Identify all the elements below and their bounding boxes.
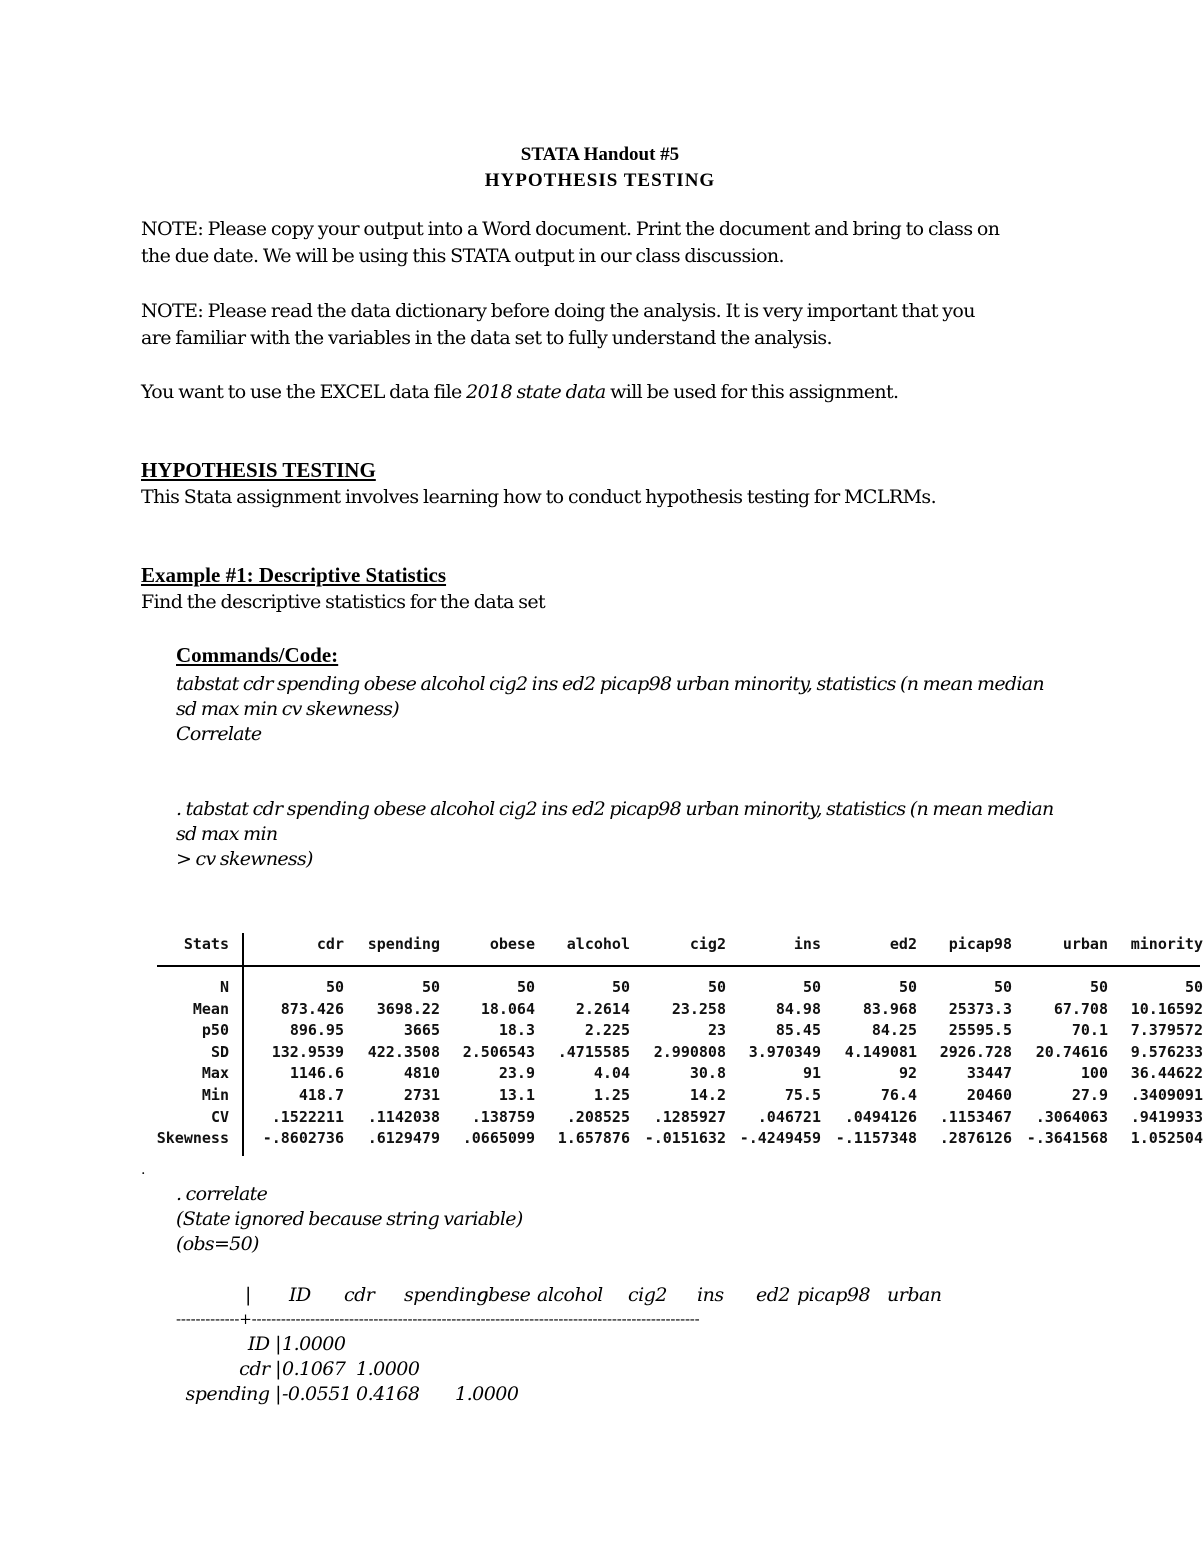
table-cell: -.0151632 bbox=[644, 1129, 726, 1148]
table-cell: 100 bbox=[1080, 1064, 1108, 1083]
table-cell: 2926.728 bbox=[939, 1042, 1012, 1061]
table-cell: 50 bbox=[1184, 978, 1203, 996]
table-cell: 27.9 bbox=[1071, 1086, 1108, 1104]
correlation-value: 0.4168 bbox=[356, 1383, 420, 1405]
table-cell: 36.44622 bbox=[1130, 1064, 1203, 1083]
table-cell: .4715585 bbox=[557, 1042, 630, 1061]
column-header-picap98: picap98 bbox=[948, 935, 1012, 953]
commands-heading: Commands/Code: bbox=[176, 643, 339, 667]
correlate-obs: (obs=50) bbox=[176, 1233, 259, 1255]
correlation-column-picap98: picap98 bbox=[797, 1284, 871, 1306]
note-copy-output: NOTE: Please copy your output into a Word document. Print the document and bring to class on the due date. We will be using this STATA output in our class discussion. bbox=[141, 218, 1000, 267]
table-cell: 23.9 bbox=[498, 1064, 535, 1083]
correlate-note: (State ignored because string variable) bbox=[176, 1208, 523, 1230]
stats-header: Stats bbox=[183, 935, 229, 953]
correlation-column-id: ID bbox=[289, 1284, 311, 1306]
data-file-name: 2018 state data bbox=[466, 381, 606, 403]
correlation-value: 1.0000 bbox=[455, 1383, 519, 1405]
row-label-cv: CV bbox=[210, 1107, 229, 1126]
tabstat-command-echo: . tabstat cdr spending obese alcohol cig2 ins ed2 picap98 urban minority, statistics (n mean median sd max min > cv skewness) bbox=[176, 798, 1054, 870]
table-cell: 4810 bbox=[403, 1064, 440, 1083]
correlation-row-label: spending | bbox=[185, 1383, 281, 1405]
correlation-divider: -------------+-------------------------------------------------------------------------------------------- bbox=[176, 1310, 700, 1328]
table-cell: 30.8 bbox=[689, 1064, 726, 1083]
table-cell: 20.74616 bbox=[1035, 1042, 1108, 1061]
table-cell: 873.426 bbox=[280, 999, 344, 1018]
column-header-spending: spending bbox=[367, 935, 440, 953]
table-cell: 25595.5 bbox=[948, 1021, 1012, 1040]
table-cell: 9.576233 bbox=[1130, 1042, 1203, 1061]
table-cell: 896.95 bbox=[289, 1021, 344, 1040]
correlation-column-ins: ins bbox=[697, 1284, 724, 1306]
column-header-cdr: cdr bbox=[316, 935, 344, 953]
correlation-column-alcohol: alcohol bbox=[537, 1284, 603, 1306]
correlation-value: 1.0000 bbox=[282, 1333, 346, 1355]
data-file-note: You want to use the EXCEL data file 2018 state data will be used for this assignment. bbox=[141, 381, 899, 403]
table-cell: 50 bbox=[993, 978, 1012, 996]
table-cell: 1146.6 bbox=[289, 1064, 344, 1083]
table-cell: 75.5 bbox=[784, 1086, 821, 1104]
table-cell: 50 bbox=[898, 978, 917, 996]
table-cell: 1.25 bbox=[593, 1086, 630, 1104]
table-cell: 50 bbox=[325, 978, 344, 996]
column-header-minority: minority bbox=[1130, 935, 1203, 953]
row-label-min: Min bbox=[201, 1086, 229, 1104]
section-heading-hypothesis: HYPOTHESIS TESTING bbox=[141, 458, 376, 482]
table-cell: 2731 bbox=[403, 1086, 440, 1104]
row-label-mean: Mean bbox=[192, 999, 229, 1018]
correlation-value: 1.0000 bbox=[356, 1358, 420, 1380]
table-cell: .6129479 bbox=[367, 1129, 440, 1148]
table-cell: 91 bbox=[802, 1064, 821, 1083]
example-heading: Example #1: Descriptive Statistics bbox=[141, 563, 447, 587]
table-cell: 50 bbox=[421, 978, 440, 996]
table-cell: 2.2614 bbox=[575, 999, 630, 1018]
table-cell: 23.258 bbox=[671, 999, 726, 1018]
table-cell: 23 bbox=[707, 1021, 726, 1040]
table-cell: 4.04 bbox=[593, 1064, 630, 1083]
correlation-column-ed2: ed2 bbox=[756, 1284, 790, 1306]
table-cell: 3.970349 bbox=[748, 1042, 821, 1061]
table-cell: 50 bbox=[802, 978, 821, 996]
table-cell: 18.064 bbox=[480, 999, 535, 1018]
table-cell: 25373.3 bbox=[948, 999, 1012, 1018]
table-cell: -.3641568 bbox=[1026, 1129, 1108, 1148]
table-cell: -.1157348 bbox=[835, 1129, 917, 1148]
table-cell: 18.3 bbox=[498, 1021, 535, 1040]
column-header-ins: ins bbox=[793, 935, 821, 953]
table-cell: 84.25 bbox=[871, 1021, 917, 1040]
table-cell: .1522211 bbox=[271, 1107, 344, 1126]
table-cell: 92 bbox=[898, 1064, 917, 1083]
table-cell: .1153467 bbox=[939, 1107, 1012, 1126]
table-cell: 3665 bbox=[403, 1021, 440, 1040]
table-cell: 1.052504 bbox=[1130, 1129, 1203, 1148]
correlation-row-label: cdr | bbox=[239, 1358, 281, 1380]
table-cell: 50 bbox=[707, 978, 726, 996]
table-horizontal-rule bbox=[157, 965, 1200, 967]
column-header-alcohol: alcohol bbox=[566, 935, 630, 953]
table-cell: -.4249459 bbox=[739, 1129, 821, 1148]
correlation-column-urban: urban bbox=[887, 1284, 942, 1306]
table-cell: .3409091 bbox=[1130, 1086, 1203, 1104]
table-cell: 50 bbox=[611, 978, 630, 996]
table-cell: 422.3508 bbox=[367, 1042, 440, 1061]
table-cell: .9419933 bbox=[1130, 1107, 1203, 1126]
table-cell: 132.9539 bbox=[271, 1042, 344, 1061]
column-header-obese: obese bbox=[489, 935, 535, 953]
table-cell: 76.4 bbox=[880, 1086, 917, 1104]
table-cell: .138759 bbox=[471, 1107, 535, 1126]
row-label-sd: SD bbox=[210, 1042, 229, 1061]
table-cell: .3064063 bbox=[1035, 1107, 1108, 1126]
column-header-cig2: cig2 bbox=[689, 935, 726, 953]
table-cell: 2.225 bbox=[584, 1021, 630, 1040]
table-cell: .046721 bbox=[757, 1107, 821, 1126]
document-title: STATA Handout #5 bbox=[520, 144, 680, 165]
table-cell: 70.1 bbox=[1071, 1021, 1108, 1040]
table-cell: 2.506543 bbox=[462, 1042, 535, 1061]
table-cell: 85.45 bbox=[775, 1021, 821, 1040]
table-cell: 418.7 bbox=[298, 1086, 344, 1104]
correlation-column-obese: obese bbox=[477, 1284, 531, 1306]
table-cell: 1.657876 bbox=[557, 1129, 630, 1148]
table-cell: -.8602736 bbox=[262, 1129, 344, 1148]
note-data-dictionary: NOTE: Please read the data dictionary before doing the analysis. It is very important that you are familiar with the variables in the data set to fully understand the analysis. bbox=[141, 300, 975, 349]
example-description: Find the descriptive statistics for the data set bbox=[141, 591, 546, 613]
table-cell: 83.968 bbox=[862, 999, 917, 1018]
row-label-p50: p50 bbox=[201, 1021, 229, 1040]
row-label-max: Max bbox=[201, 1064, 229, 1083]
table-cell: 33447 bbox=[966, 1064, 1012, 1083]
table-cell: 50 bbox=[516, 978, 535, 996]
correlation-pipe: | bbox=[245, 1284, 251, 1306]
table-cell: .1285927 bbox=[653, 1107, 726, 1126]
column-header-ed2: ed2 bbox=[889, 935, 917, 953]
correlate-command: . correlate bbox=[176, 1183, 268, 1205]
table-cell: 84.98 bbox=[775, 999, 821, 1018]
section-description: This Stata assignment involves learning how to conduct hypothesis testing for MCLRMs. bbox=[141, 486, 937, 508]
correlation-column-spending: spending bbox=[404, 1284, 489, 1306]
table-cell: 7.379572 bbox=[1130, 1021, 1203, 1040]
table-cell: .1142038 bbox=[367, 1107, 440, 1126]
table-cell: 67.708 bbox=[1053, 999, 1108, 1018]
table-cell: 50 bbox=[1089, 978, 1108, 996]
correlation-column-cdr: cdr bbox=[344, 1284, 375, 1306]
correlation-value: 0.1067 bbox=[282, 1358, 346, 1380]
correlation-value: -0.0551 bbox=[282, 1383, 352, 1405]
commands-code: tabstat cdr spending obese alcohol cig2 ins ed2 picap98 urban minority, statistics (n mean median sd max min cv skewness) Correlate bbox=[176, 673, 1044, 745]
table-cell: 3698.22 bbox=[376, 999, 440, 1018]
table-cell: 13.1 bbox=[498, 1086, 535, 1104]
table-cell: 20460 bbox=[966, 1086, 1012, 1104]
row-label-n: N bbox=[219, 978, 229, 996]
table-cell: 10.16592 bbox=[1130, 999, 1203, 1018]
table-cell: .0494126 bbox=[844, 1107, 917, 1126]
table-cell: .0665099 bbox=[462, 1129, 535, 1148]
column-header-urban: urban bbox=[1062, 935, 1108, 953]
separator-dot: . bbox=[141, 1162, 146, 1178]
table-cell: 4.149081 bbox=[844, 1042, 917, 1061]
table-cell: .2876126 bbox=[939, 1129, 1012, 1148]
correlation-row-label: ID | bbox=[247, 1333, 281, 1355]
document-subtitle: HYPOTHESIS TESTING bbox=[484, 170, 716, 191]
row-label-skewness: Skewness bbox=[156, 1129, 229, 1148]
table-cell: 2.990808 bbox=[653, 1042, 726, 1061]
correlation-column-cig2: cig2 bbox=[628, 1284, 667, 1306]
table-cell: 14.2 bbox=[689, 1086, 726, 1104]
table-cell: .208525 bbox=[566, 1107, 630, 1126]
